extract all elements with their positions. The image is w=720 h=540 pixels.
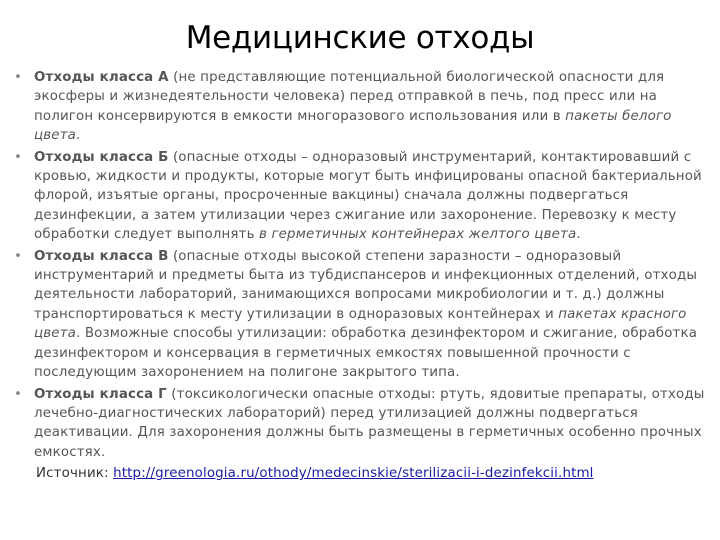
list-item-class-v bbox=[14, 247, 714, 383]
item-text-end: . bbox=[576, 227, 581, 243]
list-item-class-b bbox=[14, 148, 714, 245]
source-line bbox=[14, 464, 714, 483]
item-emphasis: пакетах красного цвета bbox=[34, 306, 687, 342]
slide-title: Медицинские отходы bbox=[185, 20, 535, 56]
bullet-icon: • bbox=[14, 248, 23, 264]
item-heading: Отходы класса А bbox=[34, 70, 169, 85]
item-emphasis: пакеты белого цвета bbox=[34, 108, 672, 144]
source-label: Источник: bbox=[36, 466, 114, 482]
item-text-end: . Возможные способы утилизации: обработка дезинфектором и сжигание, обработка дезинфектором и консервация в герметичных емкостях повышенной прочности с последующим захоронением на полигоне закрытого типа. bbox=[34, 326, 698, 381]
item-text: (опасные отходы – одноразовый инструментарий, контактировавший с кровью, жидкости и продукты, которые могут быть инфицированы опасной бактериальной флорой, изъятые органы, просроченные вакцины) сначала должны подвергаться дезинфекции, а затем утилизации через сжигание или захоронение. Перевозку к месту обработки следует выполнять bbox=[34, 149, 702, 243]
item-text: (не представляющие потенциальной биологической опасности для экосферы и жизнедеятельности человека) перед отправкой в печь, под пресс или на полигон консервируются в емкости многоразового использования или в bbox=[34, 70, 665, 124]
bullet-icon: • bbox=[14, 149, 23, 165]
item-text-end: . bbox=[76, 128, 81, 144]
item-text: (токсикологически опасные отходы: ртуть, ядовитые препараты, отходы лечебно-диагностических лабораторий) перед утилизацией должны подвергаться деактивации. Для захоронения должны быть размещены в герметичных особенно прочных емкостях. bbox=[34, 386, 705, 460]
item-emphasis: в герметичных контейнерах желтого цвета bbox=[259, 227, 577, 243]
item-heading: Отходы класса Г bbox=[34, 386, 167, 402]
bullet-icon: • bbox=[14, 386, 23, 402]
bullet-icon: • bbox=[14, 70, 23, 85]
source-link[interactable]: http://greenologia.ru/othody/medecinskie/sterilizacii-i-dezinfekcii.html bbox=[113, 466, 594, 482]
item-heading: Отходы класса В bbox=[34, 248, 169, 264]
list-item-class-g bbox=[14, 385, 714, 463]
item-heading: Отходы класса Б bbox=[34, 149, 169, 165]
list-item-class-a bbox=[14, 68, 714, 146]
bullet-list bbox=[14, 68, 714, 484]
item-text: (опасные отходы высокой степени заразности – одноразовый инструментарий и предметы быта из тубдиспансеров и инфекционных отделений, отходы деятельности лабораторий, занимающихся вопросами микробиологии и т. д.) должны транспортироваться к месту утилизации в одноразовых контейнерах и bbox=[34, 248, 698, 322]
